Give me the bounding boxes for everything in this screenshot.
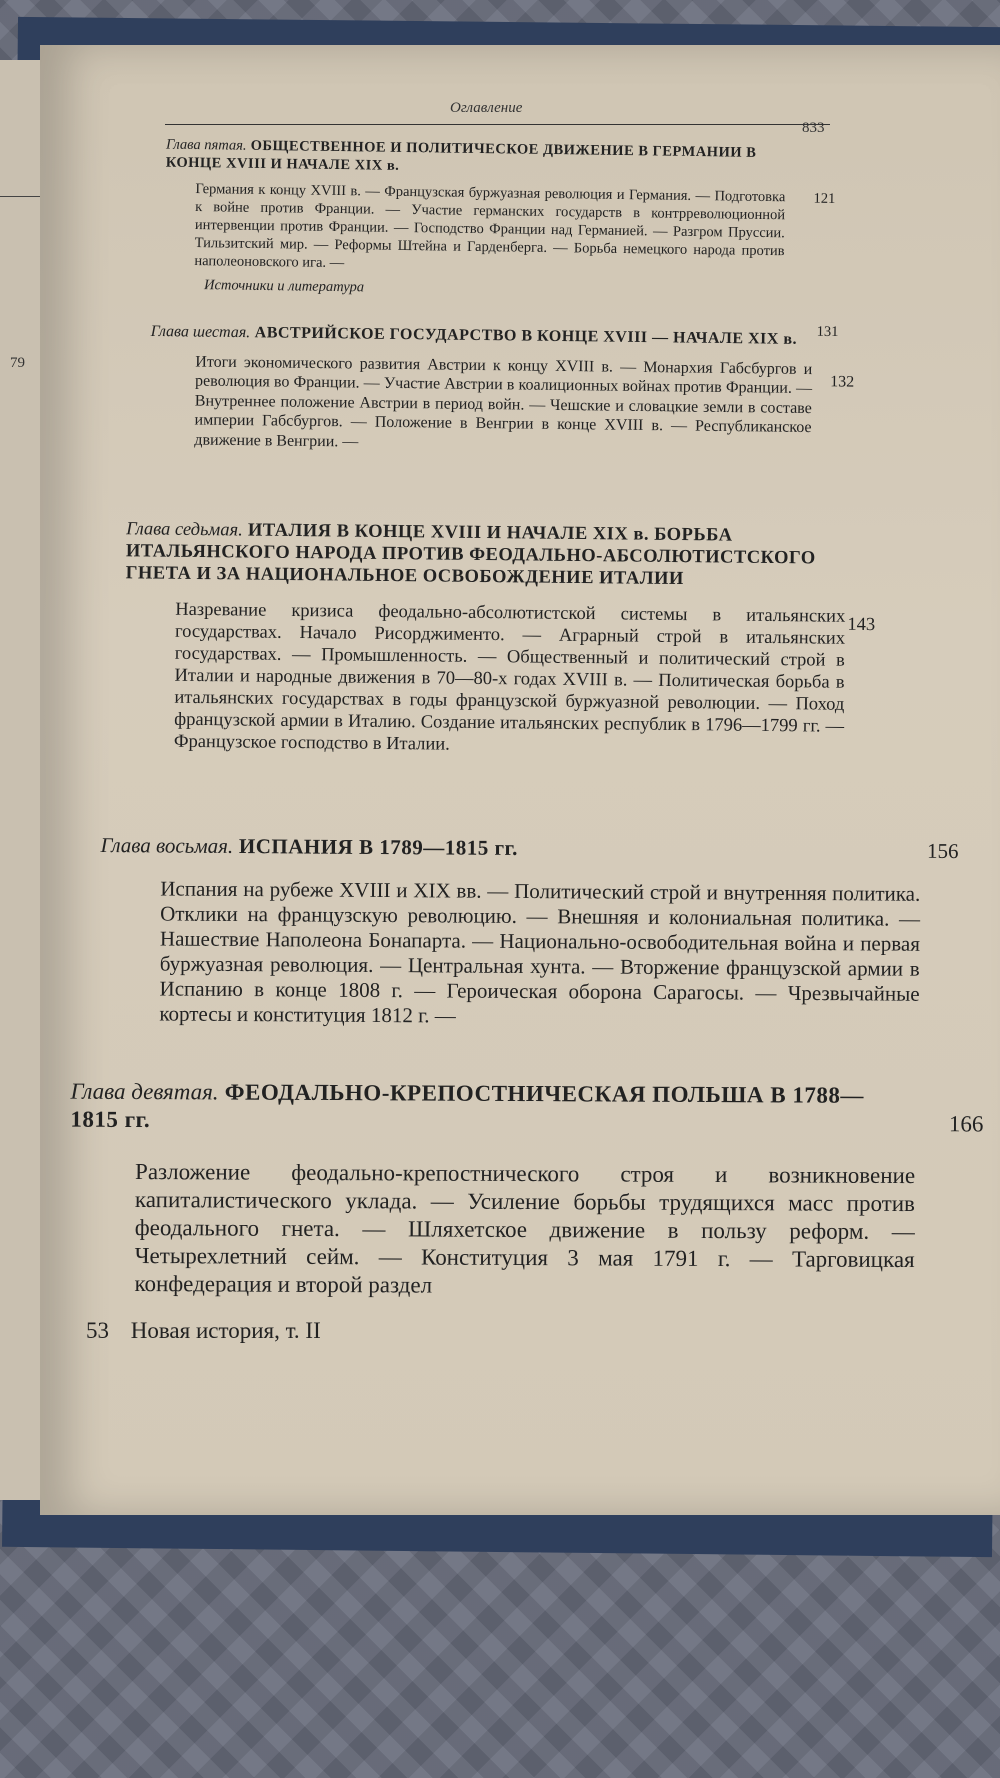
chapter-page: 132 (830, 373, 855, 391)
page-number: 833 (802, 120, 825, 136)
page-footer (86, 1318, 321, 1344)
chapter-page: 166 (948, 1111, 984, 1137)
chapter-page: 143 (847, 614, 876, 636)
chapter-description: Итоги экономического развития Австрии к концу XVIII в. — Монархия Габсбургов и революция во Франции. — Участие Австрии в коалиционных войнах против Франции. — Внутреннее положение Австрии в период войн. — Чешские и словацкие земли в составе империи Габсбургов. — Положение в Венгрии в конце XVIII в. — Республиканское движение в Венгрии. — (194, 353, 813, 451)
chapter-title: ИСПАНИЯ В 1789—1815 гг. (238, 834, 519, 860)
chapter-label: Глава восьмая. (100, 833, 234, 858)
toc-entry-chapter-8 (99, 833, 959, 1032)
chapter-label: Глава седьмая. (126, 519, 243, 541)
chapter-title: АВСТРИЙСКОЕ ГОСУДАРСТВО В КОНЦЕ XVIII — НАЧАЛЕ XIX в. (254, 324, 798, 348)
chapter-title: ИТАЛИЯ В КОНЦЕ XVIII И НАЧАЛЕ XIX в. БОРЬБА ИТАЛЬЯНСКОГО НАРОДА ПРОТИВ ФЕОДАЛЬНО-АБСОЛЮТИСТСКОГО ГНЕТА И ЗА НАЦИОНАЛЬНОЕ ОСВОБОЖДЕНИЕ ИТАЛИИ (125, 520, 816, 590)
chapter-label: Глава девятая. (70, 1078, 219, 1105)
left-page-number: 79 (10, 355, 25, 371)
chapter-label: Глава пятая. (165, 136, 247, 154)
sources-label: Источники и литература (203, 277, 365, 296)
chapter-description: Разложение феодально-крепостнического строя и возникновение капиталистического уклада. — Усиление борьбы трудящихся масс против феодального гнета. — Шляхетское движение в пользу реформ. — Четырехлетний сейм. — Конституция 3 мая 1791 г. — Тарговицкая конфедерация и второй раздел (134, 1158, 916, 1298)
header-rule (165, 124, 830, 125)
running-header: Оглавление (450, 100, 523, 116)
chapter-heading (101, 833, 951, 864)
chapter-page: 121 (813, 190, 836, 207)
chapter-heading (126, 518, 847, 592)
chapter-description: Испания на рубеже XVIII и XIX вв. — Политический строй и внутренняя политика. Отклики на французскую революцию. — Внешняя и колониальная политика. — Нашествие Наполеона Бонапарта. — Национально-освободительная война и первая буржуазная революция. — Центральная хунта. — Вторжение французской армии в Испанию в конце 1808 г. — Героическая оборона Сарагосы. — Чрезвычайные кортесы и конституция 1812 г. — (159, 876, 921, 1028)
signature-number: 53 (86, 1318, 109, 1343)
chapter-title: ФЕОДАЛЬНО-КРЕПОСТНИЧЕСКАЯ ПОЛЬША В 1788—1815 гг. (70, 1079, 864, 1133)
chapter-title: ОБЩЕСТВЕННОЕ И ПОЛИТИЧЕСКОЕ ДВИЖЕНИЕ В ГЕРМАНИИ В КОНЦЕ XVIII И НАЧАЛЕ XIX в. (165, 137, 757, 174)
sources-page: 131 (816, 323, 839, 341)
toc-entry-chapter-7 (124, 518, 876, 760)
chapter-heading (166, 136, 796, 181)
toc-entry-chapter-9 (69, 1078, 984, 1303)
chapter-page: 156 (926, 838, 959, 864)
book-title: Новая история, т. II (130, 1318, 321, 1343)
chapter-description: Назревание кризиса феодально-абсолютистской системы в итальянских государствах. Начало Рисорджименто. — Аграрный строй в итальянских государствах. — Промышленность. — Общественный и политический строй в Италии и народные движения в 70—80-х годах XVIII в. — Политическая борьба в итальянских государствах в годы французской буржуазной революции. — Поход французской армии в Италию. Создание итальянских республик в 1796—1799 гг. — Французское господство в Италии. (173, 599, 846, 755)
chapter-heading (70, 1078, 965, 1139)
chapter-description: Германия к концу XVIII в. — Французская буржуазная революция и Германия. — Подготовка к войне против Франции. — Участие германских государств в контрреволюционной интервенции против Франции. — Господство Франции над Германией. — Разгром Пруссии. Тильзитский мир. — Реформы Штейна и Гарденберга. — Борьба немецкого народа против наполеоновского ига. — (194, 181, 786, 272)
chapter-label: Глава шестая. (150, 322, 251, 342)
